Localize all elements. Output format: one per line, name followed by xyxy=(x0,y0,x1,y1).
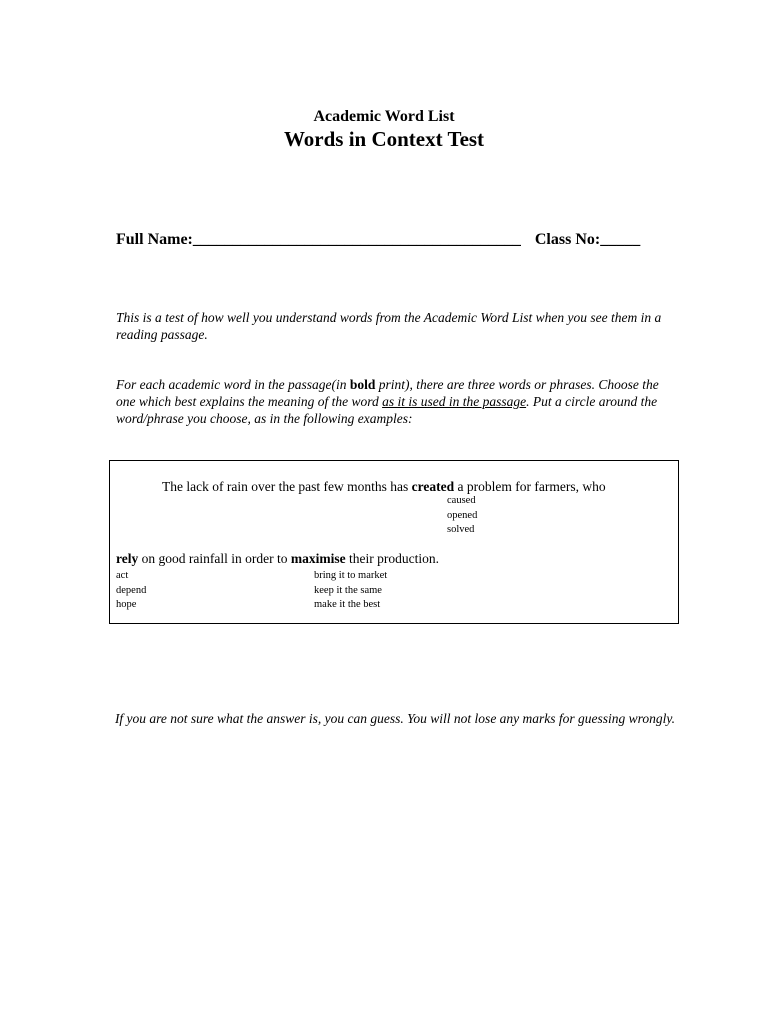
created-options xyxy=(447,494,477,538)
option-opened[interactable]: opened xyxy=(447,509,478,521)
example-box xyxy=(109,460,679,624)
option-act[interactable]: act xyxy=(116,570,129,581)
page-title: Words in Context Test xyxy=(283,127,485,151)
option-depend[interactable]: depend xyxy=(116,584,147,596)
option-caused[interactable]: caused xyxy=(447,495,476,506)
maximise-options xyxy=(314,569,387,613)
instruction-bold: bold xyxy=(349,377,376,392)
example-word-rely: rely xyxy=(116,551,139,566)
class-no-label: Class No: xyxy=(534,231,601,248)
example-line2-middle: on good rainfall in order to xyxy=(138,551,291,566)
example-line1-before: The lack of rain over the past few months has xyxy=(162,479,412,494)
option-bring-it-to-market[interactable]: bring it to market xyxy=(314,570,388,581)
example-line2-after: their production. xyxy=(345,551,439,566)
option-hope[interactable]: hope xyxy=(116,599,137,610)
option-solved[interactable]: solved xyxy=(447,524,475,535)
rely-options xyxy=(116,569,146,613)
guessing-note: If you are not sure what the answer is, you can guess. You will not lose any marks for guessing wrongly. xyxy=(114,711,676,726)
instruction-paragraph-2 xyxy=(116,376,676,427)
instruction-text-b: print), there are three words or phrases. Choose the one which best explains the meaning of the word xyxy=(116,377,659,409)
instruction-paragraph-1: This is a test of how well you understand words from the Academic Word List when you see them in a reading passage. xyxy=(116,310,662,342)
example-word-created: created xyxy=(411,479,455,494)
example-line-1 xyxy=(162,479,606,495)
class-no-blank[interactable]: _____ xyxy=(600,231,641,248)
full-name-blank[interactable]: _________________________________________ xyxy=(192,231,521,248)
subtitle: Academic Word List xyxy=(313,108,455,125)
instruction-text-c: . Put a circle around the word/phrase you choose, as in the following examples: xyxy=(116,394,658,426)
example-line-2 xyxy=(116,551,439,567)
name-class-row xyxy=(116,231,676,249)
instruction-underline: as it is used in the passage xyxy=(382,394,527,409)
option-keep-it-the-same[interactable]: keep it the same xyxy=(314,584,382,596)
example-line1-after: a problem for farmers, who xyxy=(454,479,606,494)
example-word-maximise: maximise xyxy=(290,551,346,566)
instruction-text-a: For each academic word in the passage(in xyxy=(116,377,350,392)
option-make-it-the-best[interactable]: make it the best xyxy=(314,599,381,610)
full-name-label: Full Name: xyxy=(116,231,193,248)
